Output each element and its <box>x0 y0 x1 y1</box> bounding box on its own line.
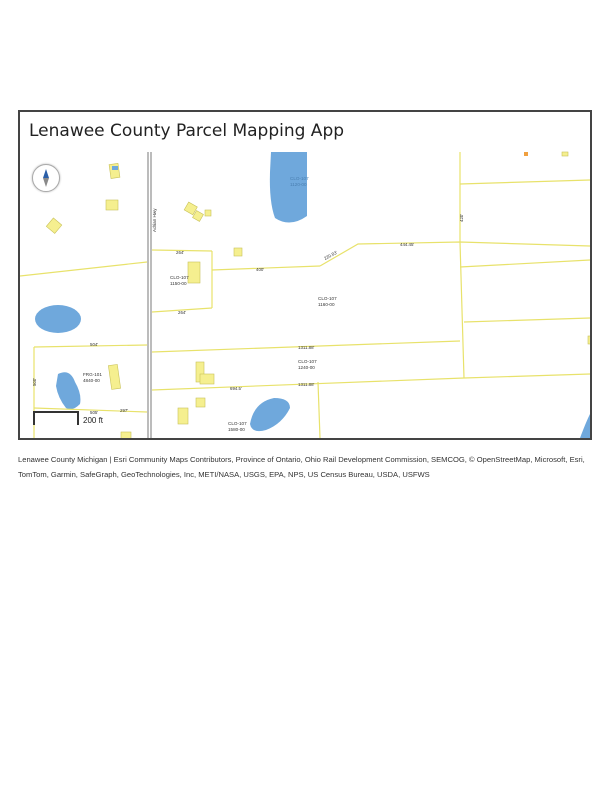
parcel-label-4[interactable]: FRG-101 <box>83 372 102 377</box>
pond-southwest <box>56 372 80 409</box>
scale-label: 200 ft <box>83 416 104 425</box>
parcel-number-4: 4840-00 <box>83 378 100 383</box>
parcel-number-3: 1240-00 <box>298 365 315 370</box>
dimension-label: 1311.88' <box>298 382 315 387</box>
parcel-number-2: 1160-00 <box>318 302 335 307</box>
parcel-label-2[interactable]: CLO-107 <box>318 296 337 301</box>
app-title: Lenawee County Parcel Mapping App <box>29 121 345 141</box>
dimension-label: 220.83' <box>323 249 339 261</box>
pond-south <box>250 398 290 431</box>
parcel-label-1[interactable]: CLO-107 <box>170 275 189 280</box>
pond-north <box>270 152 307 223</box>
scale-bar <box>33 411 79 425</box>
dimension-label: 297' <box>120 408 129 413</box>
map-attribution: Lenawee County Michigan | Esri Community Maps Contributors, Province of Ontario, Ohio Rail Development Commission, SEMCOG, © OpenStreetMap, Microsoft, Esri, TomTom, Garmin, SafeGraph, GeoTechnologies, Inc, METI/NASA, USGS, EPA, NPS, US Census Bureau, USDA, USFWS <box>18 455 585 479</box>
dimension-label: 504' <box>90 342 99 347</box>
compass-icon[interactable] <box>32 164 60 192</box>
parcel-number-5: 1580-00 <box>228 427 245 432</box>
parcel-number-1: 1150-00 <box>170 281 187 286</box>
map-canvas[interactable] <box>20 112 590 438</box>
parcel-label-6[interactable]: CLO-107 <box>290 176 309 181</box>
parcel-number-6: 1120-00 <box>290 182 307 187</box>
dimension-label: 264' <box>176 250 185 255</box>
dimension-label: 500' <box>32 377 37 386</box>
dimension-label: 505' <box>90 410 99 415</box>
dimension-label: 264' <box>178 310 187 315</box>
pond-west <box>35 305 81 333</box>
dimension-label: 1311.88' <box>298 345 315 350</box>
dimension-label: 400' <box>256 267 265 272</box>
dimension-label: 694.5' <box>230 386 242 391</box>
parcel-label-5[interactable]: CLO-107 <box>228 421 247 426</box>
dimension-label: 420' <box>459 213 464 222</box>
creek-east <box>580 414 590 438</box>
map-frame <box>18 110 592 440</box>
dimension-label: 444.45' <box>400 242 415 247</box>
parcel-label-3[interactable]: CLO-107 <box>298 359 317 364</box>
road-label: Adrian Hwy <box>152 208 157 232</box>
